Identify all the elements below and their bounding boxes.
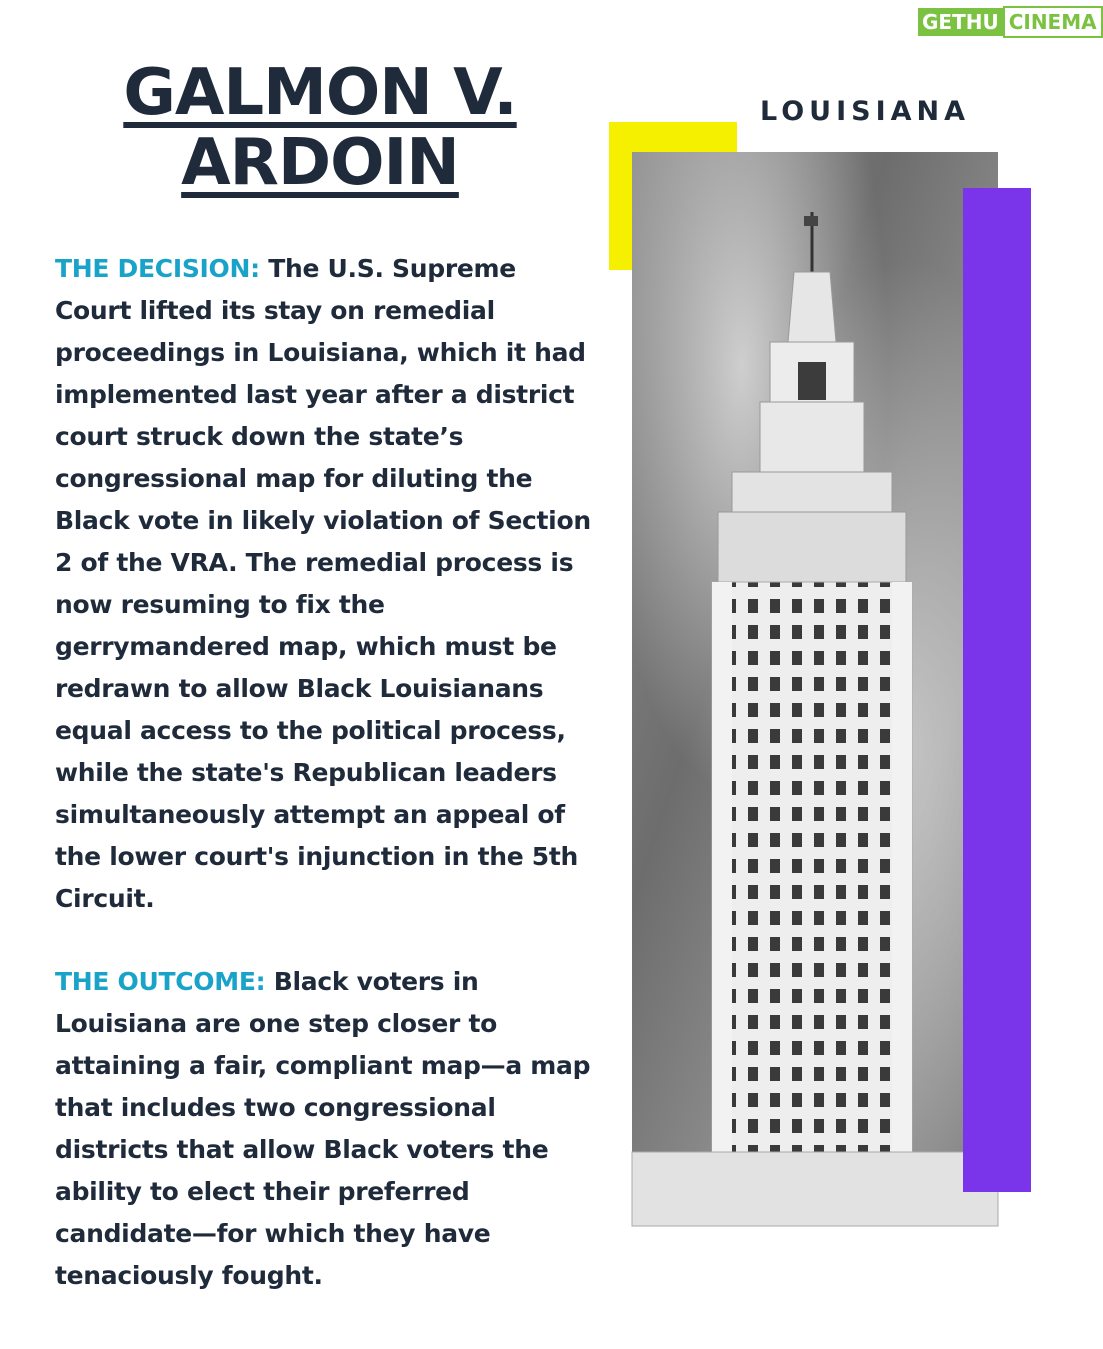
flag <box>804 216 818 226</box>
building-shaft <box>712 582 912 1182</box>
page-title <box>60 58 580 198</box>
building-base <box>632 1152 998 1226</box>
logo-part-1: GETHU <box>918 8 1003 36</box>
title-line-1: GALMON V. <box>123 56 517 130</box>
watermark-logo <box>918 4 1103 40</box>
purple-accent-bar <box>963 188 1031 1192</box>
outcome-paragraph <box>55 961 595 1297</box>
outcome-text: Black voters in Louisiana are one step closer to attaining a fair, compliant map—a map that includes two congressional districts that allow Black voters the ability to elect their preferred candidate—for which they have tenaciously fought. <box>55 967 591 1290</box>
logo-part-2: CINEMA <box>1003 6 1103 38</box>
outcome-label: THE OUTCOME: <box>55 967 266 996</box>
decision-paragraph <box>55 248 595 920</box>
decision-text: The U.S. Supreme Court lifted its stay on remedial proceedings in Louisiana, which it had implemented last year after a district court struck down the state’s congressional map for diluting the Black vote in likely violation of Section 2 of the VRA. The remedial process is now resuming to fix the gerrymandered map, which must be redrawn to allow Black Louisianans equal access to the political process, while the state's Republican leaders simultaneously attempt an appeal of the lower court's injunction in the 5th Circuit. <box>55 254 591 913</box>
title-line-2: ARDOIN <box>181 126 459 200</box>
decision-label: THE DECISION: <box>55 254 260 283</box>
capitol-building-photo <box>632 152 998 1226</box>
state-label: LOUISIANA <box>759 96 971 127</box>
